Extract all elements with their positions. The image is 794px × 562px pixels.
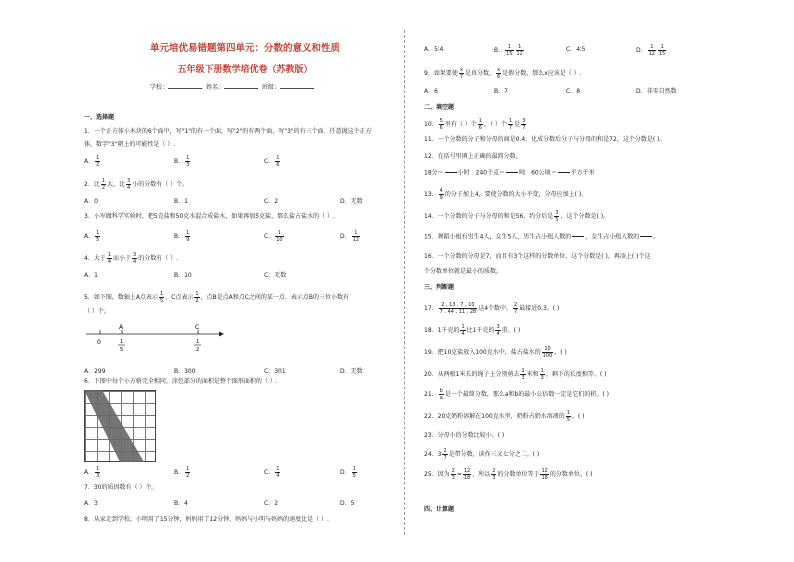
q5opts-2[interactable]: C．301: [264, 368, 286, 375]
q13-text: [424, 188, 587, 201]
q14-text: [424, 210, 609, 223]
column-divider: [404, 30, 405, 535]
q25-part: 25．因为: [424, 471, 450, 478]
q18-frac2: $\frac{3}{4}$: [496, 324, 500, 337]
q6opts-0[interactable]: [84, 466, 101, 479]
q7opts-0[interactable]: A．3: [84, 500, 98, 507]
q6opts-3[interactable]: [340, 466, 358, 479]
q20-frac1: $\frac{1}{3}$: [521, 368, 525, 381]
q15-text: 15．舞蹈小组有男生4人，女生5人，男生占小组人数的 ，女生占小组人数的 。: [424, 233, 660, 241]
class-label: 班级：: [261, 84, 280, 91]
q20-part: ，剩下的长度相等。( ): [545, 371, 607, 378]
option-letter: D．: [636, 47, 647, 54]
q8-text: 8．从家走到学校，小明用了15分钟，妈妈用了12分钟，妈妈与小明与妈妈的速度比是（ ）.: [84, 516, 329, 523]
q14-part: ，这个分数是( )。: [560, 213, 610, 220]
q3-text: 3．小军做科学实验时，把5克盐和50克水混合成盐水，如果再加5克盐，那么盐占盐水的（ ）.: [84, 213, 335, 220]
q22-part: 22．20克奶粉溶解在100克水里，奶粉占奶水溶液的: [424, 413, 565, 420]
q9-text: [424, 67, 582, 80]
q7opts-2[interactable]: C．2: [264, 500, 279, 507]
q8opts-frac1: $\frac{1}{12}$: [648, 44, 655, 57]
q3opts-1[interactable]: [174, 230, 191, 243]
shaded-region: [84, 390, 144, 462]
option-letter: B．: [174, 233, 185, 240]
q1opts-frac: $\frac{1}{2}$: [96, 155, 100, 168]
q25-frac4: $\frac{12}{18}$: [541, 468, 548, 481]
q8opts-2[interactable]: [566, 44, 585, 53]
q1opts-frac: $\frac{1}{3}$: [186, 155, 190, 168]
q5opts-1[interactable]: B．300: [174, 368, 196, 375]
q22-text: [424, 410, 585, 423]
q11-text: 11．一个分数的分子和分母的商是0.4，化成分数后分子与分母的和是72，这个分数是( )。: [424, 136, 666, 143]
name-blank[interactable]: [224, 88, 258, 89]
q6opts-frac: $\frac{1}{2}$: [186, 466, 190, 479]
q9opts-2[interactable]: C．8: [566, 88, 581, 95]
q2-text: [84, 178, 188, 191]
page-title: 单元培优易错题第四单元：分数的意义和性质: [149, 43, 340, 54]
q7-text: 7．30的质因数有（ ）个。: [84, 484, 158, 491]
option-letter: C．4∶5: [566, 46, 586, 53]
q10-frac2: $\frac{1}{6}$: [478, 118, 482, 131]
name-label: 姓名：: [205, 84, 224, 91]
q7opts-1[interactable]: B．4: [174, 500, 188, 507]
school-blank[interactable]: [168, 88, 202, 89]
q21-part: 21．: [424, 391, 438, 398]
option-letter: A．: [84, 158, 95, 165]
q1opts-frac: $\frac{1}{6}$: [276, 155, 280, 168]
q5-blank: （ ）个。: [84, 308, 110, 315]
q5-part: ，点B是点A和点C之间的某一点．表示点B的三位小数有: [200, 294, 350, 301]
q24-part: 24．3: [424, 451, 442, 458]
option-letter: B．: [174, 469, 185, 476]
q24-frac: $\frac{2}{7}$: [443, 448, 447, 461]
q14-frac: $\frac{3}{5}$: [555, 210, 559, 223]
q4opts-2[interactable]: C．无数: [264, 272, 287, 279]
q25-part: 的分数单位。( ): [549, 471, 593, 478]
q7opts-3[interactable]: D．5: [340, 500, 355, 507]
q1-line2: 体，数字"3"朝上的可能性是（ ）.: [84, 141, 176, 148]
q4-part: 的分数有（ ）.: [138, 255, 179, 262]
q4-text: [84, 252, 178, 265]
shaded-grid-figure: [84, 390, 156, 462]
option-letter: A．: [84, 233, 95, 240]
option-letter: B．: [174, 158, 185, 165]
student-info: [150, 82, 316, 91]
q3opts-3[interactable]: [340, 230, 361, 243]
q17-frac: $\frac{2}{7}$: [514, 302, 518, 315]
q21-text: [424, 388, 609, 401]
q3opts-2[interactable]: [264, 230, 285, 243]
q17-part: 17．: [424, 305, 438, 312]
q5-frac1: $\frac{1}{5}$: [159, 291, 164, 304]
q6-text: 6．下图中每个小方格完全相同，涂色部分的面积是整个图形面积的（ ）.: [84, 378, 278, 385]
class-blank[interactable]: [280, 88, 314, 89]
q2-part: 2．比: [84, 181, 100, 188]
q2-frac1: $\frac{1}{2}$: [101, 178, 106, 191]
number-line: [84, 322, 224, 356]
q2opts-2[interactable]: C．2: [264, 198, 279, 205]
q21-frac: $\frac{b}{a}$: [439, 388, 443, 401]
q3opts-frac: $\frac{1}{9}$: [186, 230, 190, 243]
q2-part: 小的分数有（ ）个。: [132, 181, 189, 188]
q9-part: 是假分数，那么x应该是（ ）.: [502, 70, 582, 77]
option-letter: C．: [264, 233, 275, 240]
q1opts-0[interactable]: [84, 155, 101, 168]
q25-part: ，所以: [472, 471, 491, 478]
q4-frac2: $\frac{3}{4}$: [133, 252, 137, 265]
section-judge: 三、判断题: [424, 284, 455, 291]
q2-frac2: $\frac{3}{4}$: [127, 178, 131, 191]
q18-part: 18．1千克的: [424, 327, 460, 334]
page-subtitle: 五年级下册数学培优卷（苏教版）: [177, 65, 313, 75]
q24-text: [424, 448, 539, 461]
q6opts-frac: $\frac{1}{3}$: [96, 466, 100, 479]
q8opts-frac2: $\frac{1}{12}$: [516, 44, 523, 57]
q22-frac: $\frac{1}{5}$: [566, 410, 570, 423]
q2-part: 大，比: [107, 181, 126, 188]
q1opts-1[interactable]: [174, 155, 191, 168]
q18-part: 比1千克的: [466, 327, 495, 334]
q5opts-0[interactable]: A．299: [84, 368, 106, 375]
axis-c-num: 1: [196, 339, 200, 345]
q19-text: [424, 346, 567, 359]
q16-line2: 个分数单位就是最小的质数。: [424, 268, 503, 275]
q17-fracs: $\frac{2 , 13 , 7 , 10}{7 , 44 , 11 , 28}$: [439, 302, 477, 315]
q17-part: 这4个数中，: [478, 305, 513, 312]
q9opts-3[interactable]: D．非零自然数: [636, 88, 677, 95]
q5-text: [84, 291, 349, 304]
q16-line1: 16．一个分数的分母是7，而且有3个这样的分数单位，这个分数是( )，再添上( )个这: [424, 253, 651, 260]
q1opts-2[interactable]: [264, 155, 281, 168]
q18-text: [424, 324, 520, 337]
q8opts-3[interactable]: [636, 44, 667, 57]
section-choice: 一、选择题: [84, 114, 115, 121]
q18-frac1: $\frac{1}{4}$: [461, 324, 465, 337]
q14-part: 14．一个分数的分子与分母的和是56，约分后是: [424, 213, 554, 220]
axis-a-label: A: [119, 324, 124, 331]
q13-part: 的分子加上4，要使分数的大小不变，分母应加上( )。: [444, 191, 588, 198]
q15-part: 15．舞蹈小组有男生4人，女生5人，男生占小组人数的: [424, 233, 572, 241]
q2opts-1[interactable]: B．1: [174, 198, 188, 205]
option-letter: B．: [494, 47, 505, 54]
q4opts-1[interactable]: B．10: [174, 272, 192, 279]
q20-part: 米和: [526, 371, 539, 378]
q9opts-0[interactable]: A．6: [424, 88, 438, 95]
q25-frac3: $\frac{2}{3}$: [492, 468, 496, 481]
q17-text: [424, 302, 559, 315]
q9-frac1: $\frac{x}{7}$: [459, 67, 464, 80]
axis-a-num: 1: [120, 339, 124, 345]
q10-part: ，（ ）个: [483, 121, 507, 128]
q25-frac1: $\frac{2}{3}$: [451, 468, 455, 481]
q10-part: 里有（ ）个: [444, 121, 477, 128]
q2opts-0[interactable]: A．0: [84, 198, 98, 205]
q5-part: 5．如下图，数轴上A点表示: [84, 294, 158, 301]
q17-part: 最接近0.3。( ): [519, 305, 560, 312]
q6opts-frac: $\frac{1}{4}$: [276, 466, 280, 479]
q25-part: 的分数单位等于: [497, 471, 540, 478]
option-letter: A．5∶4: [424, 46, 444, 53]
q22-part: 。( ): [571, 413, 585, 420]
q1-line1: 1．一个正方体小木块的6个面中，写"1"的有一个面，写"2"的有两个面，写"3"的有三个面．任意抛这个正方: [84, 128, 372, 135]
q19-part: 19．把10克盐放入100克水中，盐占盐水的: [424, 349, 541, 356]
q12-blanks: 18分＝ 小时 240千克＝ 吨 60公顷＝ 平方千米: [424, 169, 595, 177]
q5-part: ，C点表示: [165, 294, 194, 301]
q10-frac4: $\frac{3}{7}$: [522, 118, 526, 131]
option-letter: C．: [264, 158, 275, 165]
option-letter: A．: [84, 469, 95, 476]
q10-frac3: $\frac{1}{7}$: [508, 118, 513, 131]
q23-text: 23．分母小的分数比较小。( ): [424, 432, 505, 439]
section-calc: 四、计算题: [424, 506, 455, 513]
q9opts-1[interactable]: B．7: [494, 88, 508, 95]
q19-part: 。( ): [554, 349, 567, 356]
q25-text: 25．因为 $\frac{2}{3}$ = $\frac{12}{18}$ ，所以 $\frac{2}{3}$ 的分数单位等于 $\frac{12}{18}$ 的分数单位。( ): [424, 468, 593, 481]
q13-frac: $\frac{4}{9}$: [439, 188, 443, 201]
q15-part: ，女生占小组人数的: [585, 233, 640, 241]
q9-part: 是真分数，: [465, 70, 496, 77]
q5-frac2: $\frac{1}{2}$: [195, 291, 199, 304]
q20-part: 20．从两根1米长的绳子上分别剪去: [424, 371, 520, 378]
q20-frac2: $\frac{1}{3}$: [540, 368, 544, 381]
q6opts-2[interactable]: [264, 466, 281, 479]
q8opts-0[interactable]: [424, 44, 443, 53]
q3opts-frac: $\frac{1}{10}$: [276, 230, 283, 243]
q10-frac1: $\frac{5}{6}$: [439, 118, 443, 131]
q21-part: 是一个最简分数，那么a和b的最小公倍数一定是它们的积。( ): [444, 391, 609, 398]
q19-frac: $\frac{10}{100}$: [542, 346, 553, 359]
q9-part: 9．如果要使: [424, 70, 458, 77]
q3opts-frac: $\frac{1}{12}$: [352, 230, 359, 243]
q4opts-0[interactable]: A．1: [84, 272, 98, 279]
q5opts-3[interactable]: D．无数: [340, 368, 363, 375]
axis-c-den: 2: [196, 347, 200, 353]
q3opts-0[interactable]: [84, 230, 101, 243]
axis-zero: 0: [97, 339, 101, 346]
q9-frac2: $\frac{x}{6}$: [497, 67, 501, 80]
option-letter: C．: [264, 469, 275, 476]
q10-text: [424, 118, 527, 131]
school-label: 学校：: [150, 84, 169, 91]
q25-frac2: $\frac{12}{18}$: [463, 468, 471, 481]
q20-text: [424, 368, 606, 381]
q8opts-frac1: $\frac{1}{15}$: [506, 44, 513, 57]
axis-a-den: 5: [120, 347, 124, 353]
q13-part: 13．: [424, 191, 438, 198]
q4-part: 而小于: [113, 255, 132, 262]
q4-part: 4．大于: [84, 255, 106, 262]
q6opts-1[interactable]: [174, 466, 191, 479]
q2opts-3[interactable]: D．无数: [340, 198, 363, 205]
section-fill: 二、填空题: [424, 104, 455, 111]
q6opts-frac: $\frac{1}{5}$: [352, 466, 356, 479]
q4-frac1: $\frac{1}{4}$: [107, 252, 112, 265]
q8opts-1[interactable]: [494, 44, 525, 57]
q3opts-frac: $\frac{1}{5}$: [96, 230, 100, 243]
q10-part: 是: [514, 121, 521, 128]
q8opts-frac2: $\frac{1}{15}$: [659, 44, 666, 57]
q10-part: 10．: [424, 121, 438, 128]
option-letter: D．: [340, 233, 351, 240]
axis-c-label: C: [195, 324, 200, 331]
q12-text: 12．在括号里填上正确的最简分数。: [424, 153, 522, 160]
q24-part: 是带分数，读作三又七分之二。( ): [448, 451, 540, 458]
option-letter: D．: [340, 469, 351, 476]
q18-part: 重。( ): [501, 327, 521, 334]
